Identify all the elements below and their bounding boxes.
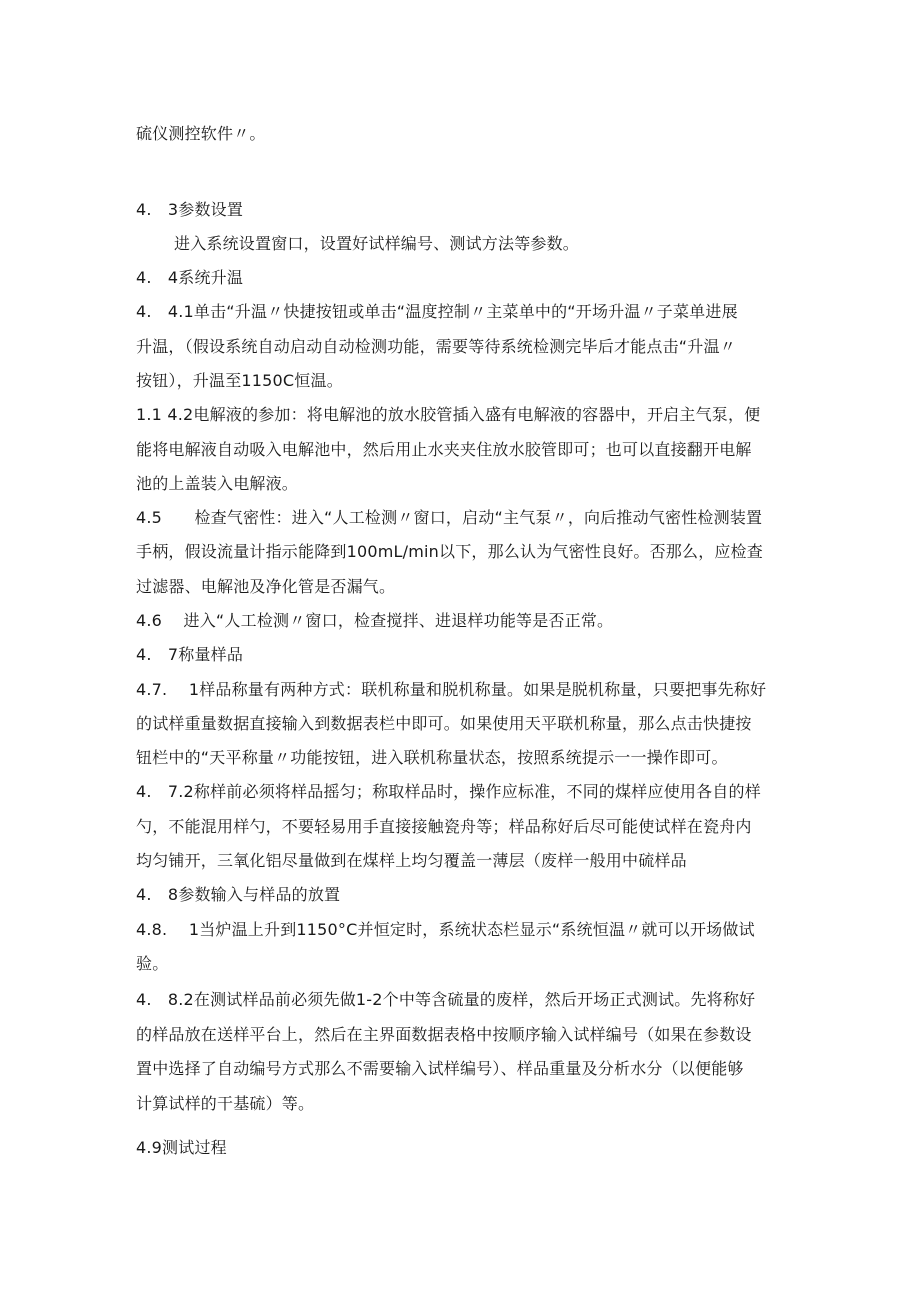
text-line: 4. 8.2在测试样品前必须先做1-2个中等含硫量的废样，然后开场正式测试。先将称好 [136,990,756,1009]
text-line: 4. 7.2称样前必须将样品摇匀；称取样品时，操作应标准，不同的煤样应使用各自的样 [136,782,761,801]
text-line: 的样品放在送样平台上，然后在主界面数据表格中按顺序输入试样编号（如果在参数设 [136,1025,752,1044]
text-line: 4.7. 1样品称量有两种方式：联机称量和脱机称量。如果是脱机称量，只要把事先称好 [136,680,767,699]
text-line: 的试样重量数据直接输入到数据表栏中即可。如果使用天平联机称量，那么点击快捷按 [136,714,752,733]
section-heading: 4. 7称量样品 [136,645,244,664]
section-heading: 4.9测试过程 [136,1138,227,1157]
text-line: 1.1 4.2电解液的参加：将电解池的放水胶管插入盛有电解液的容器中，开启主气泵，便 [136,405,761,424]
section-heading: 4. 4系统升温 [136,268,244,287]
text-line: 钮栏中的“天平称量〃功能按钮，进入联机称量状态，按照系统提示一一操作即可。 [136,748,728,767]
text-line: 验。 [136,954,169,973]
section-heading: 4. 8参数输入与样品的放置 [136,885,341,904]
text-line: 硫仪测控软件〃。 [136,124,266,143]
text-line: 4.8. 1当炉温上升到1150°C并恒定时，系统状态栏显示“系统恒温〃就可以开场做试 [136,920,755,939]
text-line: 池的上盖装入电解液。 [136,474,299,493]
section-heading: 4. 3参数设置 [136,200,244,219]
text-line: 能将电解液自动吸入电解池中，然后用止水夹夹住放水胶管即可；也可以直接翻开电解 [136,440,752,459]
text-line: 置中选择了自动编号方式那么不需要输入试样编号）、样品重量及分析水分（以便能够 [136,1059,744,1078]
text-line: 4.5 检查气密性：进入“人工检测〃窗口，启动“主气泵〃，向后推动气密性检测装置 [136,508,763,527]
text-line: 手柄，假设流量计指示能降到100mL/min以下，那么认为气密性良好。否那么，应检查 [136,542,764,561]
text-line: 均匀铺开，三氧化铝尽量做到在煤样上均匀覆盖一薄层（废样一般用中硫样品 [136,851,687,870]
text-line: 4. 4.1单击“升温〃快捷按钮或单击“温度控制〃主菜单中的“开场升温〃子菜单进展 [136,302,738,321]
text-line: 过滤器、电解池及净化管是否漏气。 [136,577,396,596]
text-line: 勺，不能混用样勺，不要轻易用手直接接触瓷舟等；样品称好后尽可能使试样在瓷舟内 [136,817,752,836]
text-line: 升温，（假设系统自动启动自动检测功能，需要等待系统检测完毕后才能点击“升温〃 [136,337,736,356]
text-line: 按钮），升温至1150C恒温。 [136,371,343,390]
text-line: 进入系统设置窗口，设置好试样编号、测试方法等参数。 [174,234,580,253]
text-line: 计算试样的干基硫）等。 [136,1094,315,1113]
text-line: 4.6 进入“人工检测〃窗口，检查搅拌、进退样功能等是否正常。 [136,611,614,630]
